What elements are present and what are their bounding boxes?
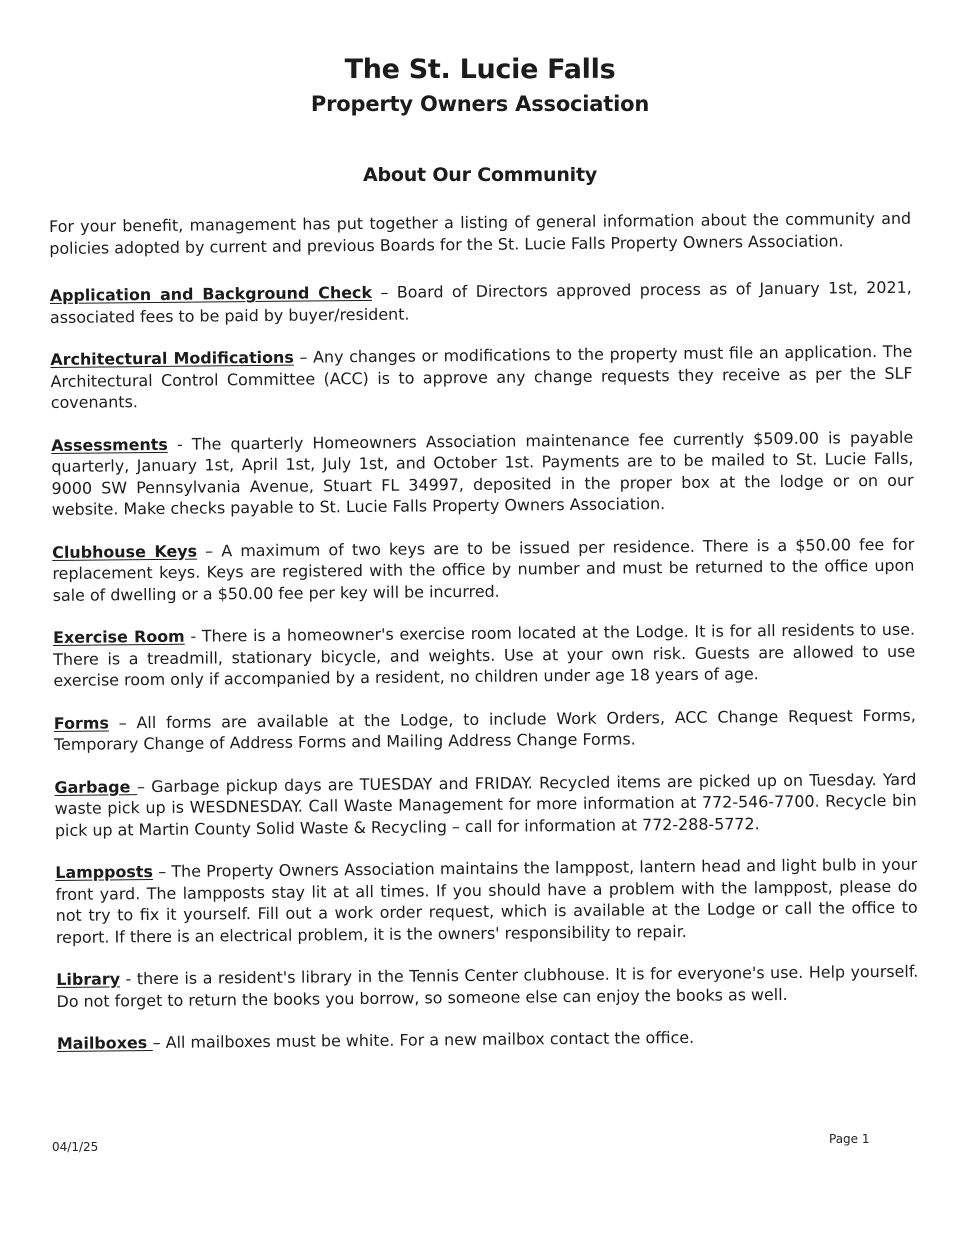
item-term: Forms (53, 712, 109, 733)
item-text: – A maximum of two keys are to be issued per residence. There is a $50.00 fee for replacement keys. Keys are registered with the office by number and must be returned to the office upon sale of dwelling or a $50.00 fee per key will be incurred. (52, 534, 915, 605)
item-term: Architectural Modifications (50, 347, 294, 369)
item-text: - The quarterly Homeowners Association maintenance fee currently $509.00 is payable quarterly, January 1st, April 1st, July 1st, and October 1st. Payments are to be mailed to St. Lucie Falls, 9000 SW Pennsylvania Avenue, Stuart FL 34997, deposited in the proper box at the lodge or on our website. Make checks payable to St. Lucie Falls Property Owners Association. (51, 427, 914, 519)
item-forms (54, 704, 916, 755)
item-text: – Any changes or modifications to the property must file an application. The Architectural Control Committee (ACC) is to approve any change requests they receive as per the SLF covenants. (50, 341, 913, 412)
item-architectural (50, 341, 913, 414)
item-text: - there is a resident's library in the Tennis Center clubhouse. It is for everyone's use. Help yourself. Do not forget to return the books you borrow, so someone else can enjoy the books as well. (56, 961, 919, 1011)
item-text: – All mailboxes must be white. For a new mailbox contact the office. (152, 1027, 695, 1053)
intro-paragraph: For your benefit, management has put together a listing of general information about the community and policies adopted by current and previous Boards for the St. Lucie Falls Property Owners Association. (49, 208, 912, 258)
item-text: – Board of Directors approved process as of January 1st, 2021, associated fees to be paid by buyer/resident. (49, 277, 912, 327)
document-title: The St. Lucie Falls (344, 54, 616, 85)
item-text: – The Property Owners Association maintains the lamppost, lantern head and light bulb in your front yard. The lampposts stay lit at all times. If you should have a problem with the lamppost, please do not try to fix it yourself. Fill out a work order request, which is available at the Lodge or call the office to report. If there is an electrical problem, it is the owners' responsibility to repair. (55, 854, 918, 947)
item-mailboxes (57, 1025, 919, 1055)
document-subtitle: Property Owners Association (310, 92, 650, 116)
item-garbage (54, 768, 917, 841)
item-application (50, 277, 912, 328)
item-lampposts (55, 854, 918, 948)
item-text: - There is a homeowner's exercise room located at the Lodge. It is for all residents to use. There is a treadmill, stationary bicycle, and weights. Use at your own risk. Guests are allowed to use exercise room only if accompanied by a resident, no children under age 18 years of age. (53, 619, 916, 690)
item-text: – Garbage pickup days are TUESDAY and FRIDAY. Recycled items are picked up on Tuesday. Yard waste pick up is WESDNESDAY. Call Waste Management for more information at 772-546-7700. Recycle bin pick up at Martin County Solid Waste & Recycling – call for information at 772-288-5772. (54, 769, 917, 840)
item-clubhouse-keys (52, 533, 915, 606)
item-term: Assessments (51, 434, 168, 455)
item-term: Library (56, 969, 121, 989)
item-term: Mailboxes (56, 1033, 153, 1053)
item-assessments (51, 426, 914, 520)
footer-page-number: Page 1 (829, 1132, 870, 1146)
item-term: Application and Background Check (49, 282, 373, 305)
item-text: – All forms are available at the Lodge, to include Work Orders, ACC Change Request Forms, Temporary Change of Address Forms and Mailing Address Change Forms. (53, 705, 916, 754)
footer-date: 04/1/25 (52, 1140, 99, 1154)
item-library (56, 961, 918, 1012)
item-term: Exercise Room (52, 626, 185, 647)
item-term: Lampposts (55, 862, 153, 882)
section-title: About Our Community (362, 164, 598, 186)
item-exercise-room (53, 619, 916, 692)
document-body (49, 208, 919, 1076)
item-term: Clubhouse Keys (52, 541, 198, 562)
item-term: Garbage (54, 776, 138, 797)
